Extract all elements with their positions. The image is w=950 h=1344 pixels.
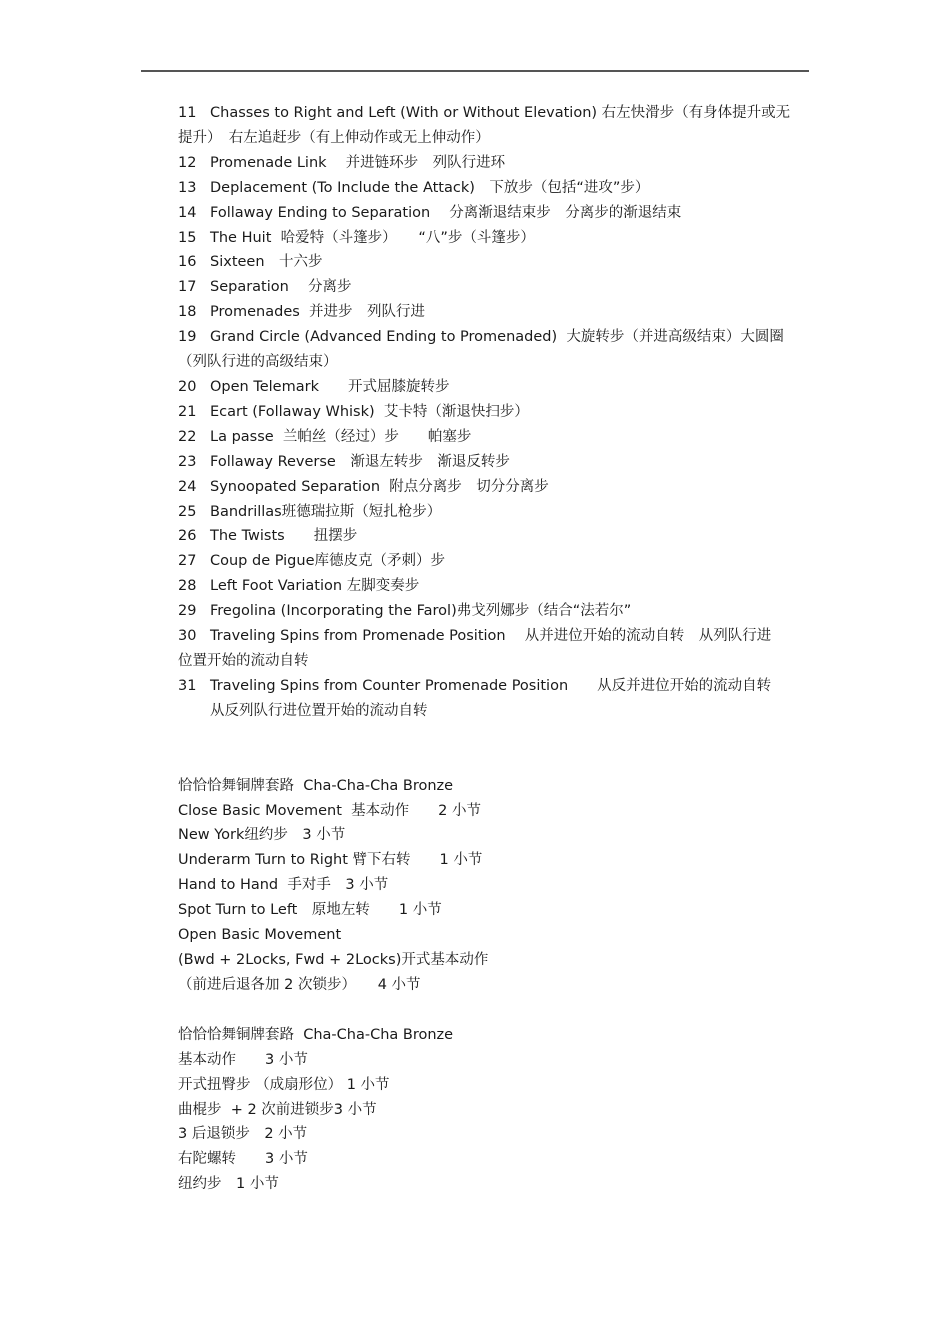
routine-line: Hand to Hand 手对手 3 小节 — [178, 877, 389, 894]
figure-list — [178, 101, 803, 724]
routine-lines — [178, 1048, 803, 1197]
figure-item — [178, 524, 803, 549]
header-rule — [141, 70, 809, 72]
figure-text-continued: 从反列队行进位置开始的流动自转 — [210, 702, 428, 719]
figure-item — [178, 450, 803, 475]
figure-item — [178, 375, 803, 400]
figure-number: 22 — [178, 428, 197, 445]
figure-number: 15 — [178, 229, 197, 246]
figure-text: Traveling Spins from Counter Promenade Position 从反并进位开始的流动自转 — [210, 677, 772, 694]
figure-item — [178, 624, 803, 649]
figure-number: 24 — [178, 478, 197, 495]
figure-number: 18 — [178, 304, 197, 321]
routine-line: New York纽约步 3 小节 — [178, 827, 346, 844]
section-gap — [178, 998, 803, 1023]
figure-text: La passe 兰帕丝（经过）步 帕塞步 — [210, 428, 472, 445]
figure-item — [178, 325, 803, 350]
routine-bronze-1 — [178, 774, 803, 998]
routine-line: 开式扭臀步 （成扇形位） 1 小节 — [178, 1076, 390, 1093]
figure-item — [178, 300, 803, 325]
figure-text: Follaway Reverse 渐退左转步 渐退反转步 — [210, 453, 510, 470]
figure-number: 17 — [178, 279, 197, 296]
figure-text: Left Foot Variation 左脚变奏步 — [210, 578, 420, 595]
figure-item — [178, 176, 803, 201]
figure-text-continued: （列队行进的高级结束） — [178, 354, 338, 371]
figure-number: 26 — [178, 528, 197, 545]
figure-number: 13 — [178, 179, 197, 196]
routine-line: 曲棍步 + 2 次前进锁步3 小节 — [178, 1101, 377, 1118]
routine-bronze-2 — [178, 1023, 803, 1197]
figure-item — [178, 201, 803, 226]
figure-text: Sixteen 十六步 — [210, 254, 323, 271]
figure-item — [178, 425, 803, 450]
figure-text: Deplacement (To Include the Attack) 下放步（包括“进攻”步） — [210, 179, 650, 196]
routine-line: 纽约步 1 小节 — [178, 1176, 279, 1193]
figure-item — [178, 674, 803, 699]
figure-number: 20 — [178, 378, 197, 395]
figure-number: 19 — [178, 329, 197, 346]
routine-line: (Bwd + 2Locks, Fwd + 2Locks)开式基本动作 — [178, 952, 489, 968]
routine-line: 3 后退锁步 2 小节 — [178, 1126, 308, 1143]
figure-number: 27 — [178, 553, 197, 570]
figure-item — [178, 400, 803, 425]
figure-item — [178, 599, 803, 624]
figure-text: Coup de Pigue库德皮克（矛刺）步 — [210, 553, 446, 570]
figure-number: 25 — [178, 503, 197, 520]
figure-item — [178, 574, 803, 599]
figure-text: Promenade Link 并进链环步 列队行进环 — [210, 154, 506, 171]
routine-line: Underarm Turn to Right 臂下右转 1 小节 — [178, 852, 483, 869]
routine-line: 右陀螺转 3 小节 — [178, 1151, 308, 1168]
figure-item — [178, 226, 803, 251]
figure-number: 11 — [178, 105, 197, 121]
figure-text: The Twists 扭摆步 — [210, 528, 358, 545]
figure-text: Open Telemark 开式屈膝旋转步 — [210, 378, 450, 395]
figure-number: 31 — [178, 677, 197, 694]
routine-line: Spot Turn to Left 原地左转 1 小节 — [178, 902, 442, 919]
routine-line: Open Basic Movement — [178, 927, 342, 944]
figure-number: 30 — [178, 628, 197, 645]
figure-text: Ecart (Follaway Whisk) 艾卡特（渐退快扫步） — [210, 403, 529, 420]
figure-text-continued: 位置开始的流动自转 — [178, 652, 309, 669]
figure-item — [178, 151, 803, 176]
figure-text: Bandrillas班德瑞拉斯（短扎枪步） — [210, 503, 442, 520]
figure-number: 23 — [178, 453, 197, 470]
figure-text: Grand Circle (Advanced Ending to Promenaded) 大旋转步（并进高级结束）大圆圈 — [210, 329, 784, 346]
routine-line: Close Basic Movement 基本动作 2 小节 — [178, 802, 481, 819]
figure-number: 16 — [178, 254, 197, 271]
figure-text: Chasses to Right and Left (With or Without Elevation) 右左快滑步（有身体提升或无 — [210, 105, 791, 121]
figure-text: Traveling Spins from Promenade Position 从并进位开始的流动自转 从列队行进 — [210, 628, 772, 645]
figure-number: 28 — [178, 578, 197, 595]
figure-text: Follaway Ending to Separation 分离渐退结束步 分离步的渐退结束 — [210, 204, 682, 221]
figure-text: Fregolina (Incorporating the Farol)弗戈列娜步（结合“法若尔” — [210, 603, 632, 620]
figure-item — [178, 500, 803, 525]
routine-lines — [178, 799, 803, 998]
figure-text: The Huit 哈爱特（斗篷步） “八”步（斗篷步） — [210, 229, 535, 246]
routine-line: 基本动作 3 小节 — [178, 1051, 308, 1068]
routine-line: （前进后退各加 2 次锁步） 4 小节 — [178, 976, 421, 993]
figure-text: Separation 分离步 — [210, 279, 352, 296]
document-body — [178, 101, 803, 1197]
figure-item — [178, 275, 803, 300]
routine-title: 恰恰恰舞铜牌套路 Cha-Cha-Cha Bronze — [178, 777, 454, 794]
figure-number: 12 — [178, 154, 197, 171]
routine-title: 恰恰恰舞铜牌套路 Cha-Cha-Cha Bronze — [178, 1026, 454, 1043]
section-gap — [178, 724, 803, 774]
figure-number: 21 — [178, 403, 197, 420]
figure-text: Synoopated Separation 附点分离步 切分分离步 — [210, 478, 549, 495]
figure-item — [178, 475, 803, 500]
figure-text-continued: 提升） 右左追赶步（有上伸动作或无上伸动作） — [178, 129, 490, 146]
figure-number: 29 — [178, 603, 197, 620]
figure-item — [178, 101, 803, 126]
figure-text: Promenades 并进步 列队行进 — [210, 304, 426, 321]
figure-number: 14 — [178, 204, 197, 221]
figure-item — [178, 549, 803, 574]
figure-item — [178, 250, 803, 275]
